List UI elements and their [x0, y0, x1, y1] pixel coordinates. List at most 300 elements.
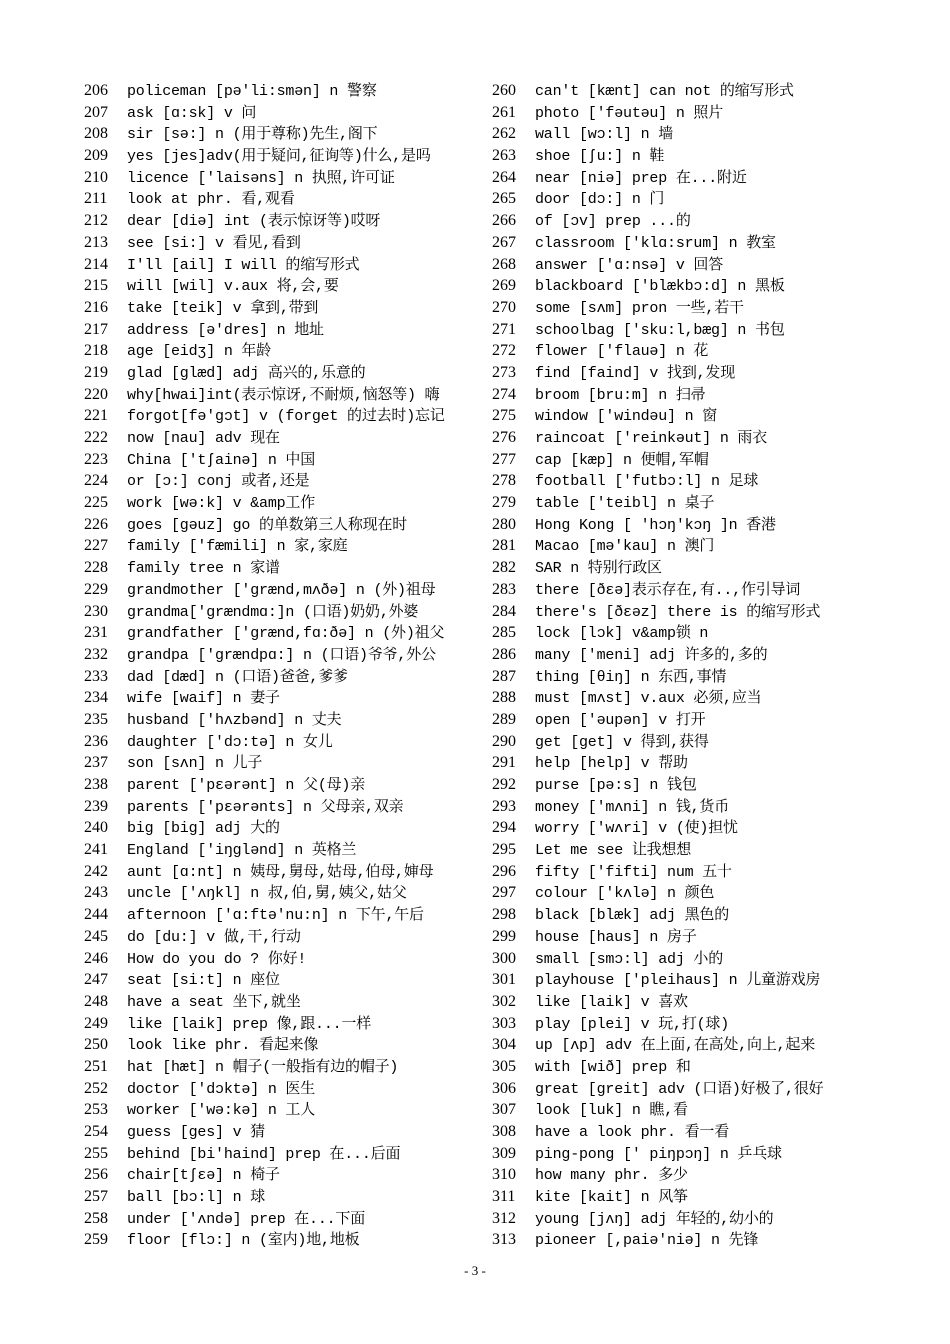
vocabulary-entry [492, 926, 912, 948]
entry-number: 235 [84, 710, 108, 728]
entry-text: seat [si:t] n 座位 [127, 972, 280, 990]
vocabulary-entry [84, 731, 484, 753]
vocabulary-entry [84, 535, 484, 557]
entry-number: 311 [492, 1188, 516, 1206]
entry-number: 239 [84, 797, 108, 815]
entry-number: 213 [84, 233, 108, 251]
vocabulary-entry [84, 1056, 484, 1078]
entry-text: like [laik] prep 像,跟...一样 [127, 1015, 372, 1033]
entry-number: 250 [84, 1036, 108, 1054]
entry-text: lock [lɔk] v&amp锁 n [535, 625, 709, 643]
entry-text: will [wil] v.aux 将,会,要 [127, 278, 339, 296]
vocabulary-entry [492, 102, 912, 124]
entry-text: broom [bru:m] n 扫帚 [535, 386, 706, 404]
entry-number: 269 [492, 277, 516, 295]
vocabulary-entry [492, 1229, 912, 1251]
entry-number: 244 [84, 906, 108, 924]
vocabulary-entry [84, 1099, 484, 1121]
vocabulary-entry [84, 145, 484, 167]
entry-text: daughter ['dɔ:tə] n 女儿 [127, 733, 333, 751]
entry-text: doctor ['dɔktə] n 医生 [127, 1080, 316, 1098]
entry-text: how many phr. 多少 [535, 1167, 688, 1185]
entry-text: football ['futbɔ:l] n 足球 [535, 473, 759, 491]
vocabulary-entry [84, 1034, 484, 1056]
vocabulary-entry [492, 427, 912, 449]
entry-text: grandmother ['grænd,mʌðə] n (外)祖母 [127, 581, 436, 599]
entry-number: 275 [492, 407, 516, 425]
vocabulary-entry [492, 167, 912, 189]
entry-text: worker ['wə:kə] n 工人 [127, 1102, 316, 1120]
vocabulary-entry [492, 752, 912, 774]
vocabulary-entry [492, 687, 912, 709]
entry-text: or [ɔ:] conj 或者,还是 [127, 473, 310, 491]
entry-text: now [nau] adv 现在 [127, 430, 280, 447]
vocabulary-entry [492, 601, 912, 623]
entry-number: 290 [492, 732, 516, 750]
entry-number: 293 [492, 797, 516, 815]
vocabulary-entry [84, 492, 484, 514]
entry-number: 310 [492, 1166, 516, 1184]
entry-number: 208 [84, 125, 108, 143]
vocabulary-entry [492, 362, 912, 384]
entry-number: 270 [492, 298, 516, 316]
entry-text: like [laik] v 喜欢 [535, 993, 688, 1011]
entry-text: find [faind] v 找到,发现 [535, 364, 736, 382]
vocabulary-entry [492, 514, 912, 536]
vocabulary-entry [84, 926, 484, 948]
vocabulary-entry [492, 254, 912, 276]
entry-number: 209 [84, 147, 108, 165]
vocabulary-entry [84, 362, 484, 384]
entry-number: 227 [84, 537, 108, 555]
entry-number: 286 [492, 645, 516, 663]
entry-text: classroom ['klɑ:srum] n 教室 [535, 234, 776, 252]
entry-text: of [ɔv] prep ...的 [535, 213, 691, 231]
entry-number: 294 [492, 819, 516, 837]
entry-text: take [teik] v 拿到,带到 [127, 299, 319, 317]
entry-text: Hong Kong [ 'hɔŋ'kɔŋ ]n 香港 [535, 516, 776, 534]
entry-text: hat [hæt] n 帽子(一般指有边的帽子) [127, 1058, 399, 1076]
vocabulary-entry [84, 80, 484, 102]
entry-number: 308 [492, 1123, 516, 1140]
entry-number: 256 [84, 1166, 108, 1184]
entry-text: open ['əupən] v 打开 [535, 711, 706, 729]
entry-text: yes [jes]adv(用于疑问,征询等)什么,是吗 [127, 148, 431, 166]
vocabulary-entry [84, 796, 484, 818]
entry-text: parent ['pεərənt] n 父(母)亲 [127, 777, 366, 794]
entry-number: 285 [492, 624, 516, 642]
entry-number: 246 [84, 949, 108, 967]
entry-number: 238 [84, 776, 108, 793]
vocabulary-entry [492, 622, 912, 644]
entry-text: Macao [mə'kau] n 澳门 [535, 538, 715, 556]
entry-text: great [greit] adv (口语)好极了,很好 [535, 1080, 824, 1098]
entry-text: photo ['fəutəu] n 照片 [535, 104, 724, 122]
entry-text: help [help] v 帮助 [535, 755, 688, 773]
vocabulary-entry [84, 102, 484, 124]
entry-number: 268 [492, 255, 516, 273]
entry-text: get [get] v 得到,获得 [535, 733, 709, 751]
entry-number: 216 [84, 298, 108, 316]
entry-text: must [mʌst] v.aux 必须,应当 [535, 690, 762, 708]
entry-number: 280 [492, 515, 516, 533]
entry-text: table ['teibl] n 桌子 [535, 495, 715, 513]
entry-text: have a look phr. 看一看 [535, 1124, 730, 1141]
entry-text: look like phr. 看起来像 [127, 1037, 319, 1055]
vocabulary-entry [84, 579, 484, 601]
vocabulary-entry [84, 1186, 484, 1208]
vocabulary-entry [84, 817, 484, 839]
vocabulary-entry [492, 210, 912, 232]
page-number: - 3 - [464, 1263, 486, 1278]
vocabulary-entry [492, 1121, 912, 1143]
entry-number: 289 [492, 710, 516, 728]
entry-text: look at phr. 看,观看 [127, 191, 295, 209]
vocabulary-entry [492, 297, 912, 319]
vocabulary-entry [492, 1034, 912, 1056]
entry-number: 220 [84, 385, 108, 403]
entry-text: there [ðεə]表示存在,有..,作引导词 [535, 581, 801, 599]
entry-number: 247 [84, 971, 108, 989]
entry-text: family ['fæmili] n 家,家庭 [127, 538, 348, 556]
entry-number: 237 [84, 754, 108, 772]
entry-text: playhouse ['pleihaus] n 儿童游戏房 [535, 972, 821, 990]
vocabulary-entry [492, 557, 912, 579]
vocabulary-entry [84, 232, 484, 254]
entry-number: 307 [492, 1101, 516, 1119]
vocabulary-entry [84, 210, 484, 232]
vocabulary-entry [84, 1164, 484, 1186]
entry-text: chair[tʃεə] n 椅子 [127, 1167, 280, 1185]
entry-number: 241 [84, 841, 108, 859]
entry-text: colour ['kʌlə] n 颜色 [535, 885, 715, 903]
entry-number: 281 [492, 537, 516, 555]
vocabulary-column-left [84, 80, 484, 1251]
entry-text: wife [waif] n 妻子 [127, 690, 280, 708]
entry-number: 224 [84, 472, 108, 490]
vocabulary-entry [492, 774, 912, 796]
entry-number: 212 [84, 212, 108, 230]
entry-number: 229 [84, 580, 108, 598]
vocabulary-entry [492, 904, 912, 926]
vocabulary-entry [492, 188, 912, 210]
entry-text: why[hwai]int(表示惊讶,不耐烦,恼怒等) 嗨 [127, 386, 440, 404]
entry-text: son [sʌn] n 儿子 [127, 755, 263, 773]
entry-number: 260 [492, 82, 516, 99]
entry-number: 231 [84, 624, 108, 642]
vocabulary-entry [84, 254, 484, 276]
entry-text: play [plei] v 玩,打(球) [535, 1015, 730, 1033]
vocabulary-entry [492, 492, 912, 514]
entry-number: 302 [492, 992, 516, 1010]
entry-number: 262 [492, 125, 516, 143]
entry-number: 271 [492, 320, 516, 338]
vocabulary-entry [492, 80, 912, 102]
entry-number: 304 [492, 1036, 516, 1054]
entry-number: 228 [84, 559, 108, 577]
entry-number: 284 [492, 602, 516, 620]
entry-number: 253 [84, 1101, 108, 1119]
entry-text: China ['tʃainə] n 中国 [127, 451, 316, 469]
vocabulary-entry [84, 384, 484, 406]
entry-number: 279 [492, 494, 516, 512]
entry-number: 267 [492, 233, 516, 251]
entry-text: husband ['hʌzbənd] n 丈夫 [127, 711, 342, 729]
entry-text: small [smɔ:l] adj 小的 [535, 950, 724, 968]
entry-text: schoolbag ['sku:l,bæg] n 书包 [535, 321, 785, 339]
vocabulary-entry [84, 123, 484, 145]
entry-number: 226 [84, 515, 108, 533]
entry-text: SAR n 特别行政区 [535, 560, 662, 578]
entry-number: 309 [492, 1144, 516, 1162]
entry-number: 222 [84, 429, 108, 446]
entry-number: 283 [492, 580, 516, 598]
entry-text: many ['meni] adj 许多的,多的 [535, 646, 768, 664]
entry-text: wall [wɔ:l] n 墙 [535, 126, 674, 144]
entry-text: with [wið] prep 和 [535, 1058, 691, 1076]
vocabulary-entry [84, 557, 484, 579]
vocabulary-entry [84, 969, 484, 991]
vocabulary-entry [84, 405, 484, 427]
vocabulary-entry [84, 427, 484, 449]
entry-number: 312 [492, 1209, 516, 1227]
entry-number: 243 [84, 884, 108, 902]
entry-number: 210 [84, 168, 108, 186]
vocabulary-entry [84, 297, 484, 319]
entry-text: parents ['pεərənts] n 父母亲,双亲 [127, 798, 404, 816]
entry-text: family tree n 家谱 [127, 560, 280, 578]
entry-number: 254 [84, 1123, 108, 1140]
entry-number: 214 [84, 255, 108, 273]
vocabulary-entry [492, 1099, 912, 1121]
vocabulary-entry [492, 340, 912, 362]
entry-number: 240 [84, 819, 108, 837]
entry-text: thing [θiŋ] n 东西,事情 [535, 668, 727, 686]
vocabulary-entry [84, 319, 484, 341]
vocabulary-entry [492, 1164, 912, 1186]
vocabulary-entry [492, 384, 912, 406]
entry-text: afternoon ['ɑ:ftə'nu:n] n 下午,午后 [127, 907, 424, 925]
entry-text: pioneer [,paiə'niə] n 先锋 [535, 1232, 759, 1250]
entry-text: house [haus] n 房子 [535, 928, 697, 946]
entry-text: aunt [ɑ:nt] n 姨母,舅母,姑母,伯母,婶母 [127, 863, 434, 881]
entry-number: 230 [84, 602, 108, 620]
vocabulary-entry [84, 991, 484, 1013]
vocabulary-entry [84, 470, 484, 492]
entry-text: young [jʌŋ] adj 年轻的,幼小的 [535, 1210, 774, 1228]
entry-number: 282 [492, 559, 516, 577]
vocabulary-entry [492, 969, 912, 991]
entry-number: 300 [492, 949, 516, 967]
entry-text: flower ['flauə] n 花 [535, 343, 709, 361]
entry-number: 291 [492, 754, 516, 772]
entry-number: 221 [84, 407, 108, 425]
vocabulary-entry [492, 1186, 912, 1208]
entry-number: 251 [84, 1057, 108, 1075]
entry-number: 299 [492, 927, 516, 945]
entry-number: 233 [84, 667, 108, 685]
entry-text: purse [pə:s] n 钱包 [535, 777, 697, 794]
vocabulary-entry [492, 232, 912, 254]
vocabulary-entry [492, 839, 912, 861]
vocabulary-entry [492, 449, 912, 471]
entry-number: 305 [492, 1057, 516, 1075]
vocabulary-entry [492, 666, 912, 688]
entry-number: 218 [84, 342, 108, 360]
entry-text: see [si:] v 看见,看到 [127, 234, 301, 252]
entry-text: Let me see 让我想想 [535, 842, 692, 860]
vocabulary-entry [492, 861, 912, 883]
entry-number: 257 [84, 1188, 108, 1206]
entry-text: ping-pong [' piŋpɔŋ] n 乒乓球 [535, 1145, 782, 1163]
entry-number: 225 [84, 494, 108, 512]
vocabulary-entry [84, 948, 484, 970]
entry-text: ball [bɔ:l] n 球 [127, 1189, 266, 1207]
vocabulary-entry [492, 731, 912, 753]
vocabulary-entry [84, 449, 484, 471]
vocabulary-entry [84, 275, 484, 297]
vocabulary-entry [84, 622, 484, 644]
vocabulary-entry [84, 644, 484, 666]
entry-number: 261 [492, 103, 516, 121]
entry-text: grandfather ['grænd,fɑ:ðə] n (外)祖父 [127, 625, 445, 643]
entry-number: 207 [84, 103, 108, 121]
entry-number: 295 [492, 841, 516, 859]
vocabulary-entry [84, 709, 484, 731]
entry-number: 234 [84, 689, 108, 707]
entry-text: cap [kæp] n 便帽,军帽 [535, 451, 709, 469]
entry-number: 296 [492, 862, 516, 880]
entry-number: 249 [84, 1014, 108, 1032]
entry-text: do [du:] v 做,干,行动 [127, 928, 301, 946]
vocabulary-entry [84, 904, 484, 926]
vocabulary-entry [492, 1078, 912, 1100]
vocabulary-entry [492, 319, 912, 341]
vocabulary-entry [492, 1056, 912, 1078]
entry-number: 223 [84, 450, 108, 468]
vocabulary-entry [492, 123, 912, 145]
entry-number: 273 [492, 363, 516, 381]
entry-text: address [ə'dres] n 地址 [127, 321, 324, 339]
entry-text: up [ʌp] adv 在上面,在高处,向上,起来 [535, 1037, 816, 1055]
entry-number: 274 [492, 385, 516, 403]
entry-text: near [niə] prep 在...附近 [535, 169, 747, 187]
entry-number: 215 [84, 277, 108, 295]
entry-number: 258 [84, 1209, 108, 1227]
vocabulary-entry [84, 774, 484, 796]
vocabulary-entry [492, 145, 912, 167]
vocabulary-entry [84, 882, 484, 904]
entry-text: some [sʌm] pron 一些,若干 [535, 299, 744, 317]
vocabulary-entry [492, 991, 912, 1013]
entry-number: 232 [84, 645, 108, 663]
entry-text: shoe [ʃu:] n 鞋 [535, 148, 665, 166]
vocabulary-entry [492, 709, 912, 731]
entry-text: I'll [ail] I will 的缩写形式 [127, 256, 360, 274]
vocabulary-entry [492, 882, 912, 904]
vocabulary-entry [492, 579, 912, 601]
vocabulary-entry [492, 275, 912, 297]
entry-number: 248 [84, 992, 108, 1010]
vocabulary-entry [84, 687, 484, 709]
vocabulary-entry [84, 752, 484, 774]
entry-text: raincoat ['reinkəut] n 雨衣 [535, 430, 768, 447]
entry-number: 242 [84, 862, 108, 880]
vocabulary-entry [84, 1121, 484, 1143]
vocabulary-entry [84, 514, 484, 536]
entry-number: 272 [492, 342, 516, 360]
vocabulary-entry [492, 1013, 912, 1035]
entry-text: blackboard ['blækbɔ:d] n 黑板 [535, 278, 785, 296]
entry-number: 276 [492, 429, 516, 446]
entry-number: 211 [84, 190, 108, 208]
entry-text: forgot[fə'gɔt] v (forget 的过去时)忘记 [127, 408, 445, 426]
entry-number: 287 [492, 667, 516, 685]
entry-text: door [dɔ:] n 门 [535, 191, 665, 209]
vocabulary-entry [84, 601, 484, 623]
entry-number: 266 [492, 212, 516, 230]
vocabulary-entry [84, 839, 484, 861]
vocabulary-entry [84, 1013, 484, 1035]
entry-text: uncle ['ʌŋkl] n 叔,伯,舅,姨父,姑父 [127, 885, 407, 903]
entry-number: 313 [492, 1231, 516, 1249]
entry-number: 265 [492, 190, 516, 208]
entry-number: 301 [492, 971, 516, 989]
entry-number: 277 [492, 450, 516, 468]
entry-number: 292 [492, 776, 516, 793]
entry-text: kite [kait] n 风筝 [535, 1189, 688, 1207]
vocabulary-entry [84, 167, 484, 189]
entry-text: there's [ðεəz] there is 的缩写形式 [535, 603, 821, 621]
vocabulary-entry [492, 1143, 912, 1165]
entry-number: 259 [84, 1231, 108, 1249]
entry-text: under ['ʌndə] prep 在...下面 [127, 1210, 366, 1228]
vocabulary-entry [84, 1208, 484, 1230]
vocabulary-entry [492, 796, 912, 818]
entry-text: England ['iŋglənd] n 英格兰 [127, 842, 357, 860]
vocabulary-entry [84, 188, 484, 210]
vocabulary-entry [492, 948, 912, 970]
entry-text: policeman [pə'li:smən] n 警察 [127, 83, 377, 100]
entry-number: 303 [492, 1014, 516, 1032]
entry-number: 219 [84, 363, 108, 381]
entry-number: 236 [84, 732, 108, 750]
entry-number: 288 [492, 689, 516, 707]
entry-text: dad [dæd] n (口语)爸爸,爹爹 [127, 668, 348, 686]
vocabulary-entry [492, 644, 912, 666]
entry-text: goes [gəuz] go 的单数第三人称现在时 [127, 516, 408, 534]
entry-text: work [wə:k] v &amp工作 [127, 495, 316, 513]
entry-text: grandpa ['grændpɑ:] n (口语)爷爷,外公 [127, 646, 436, 664]
vocabulary-entry [84, 666, 484, 688]
entry-text: ask [ɑ:sk] v 问 [127, 104, 257, 122]
entry-number: 217 [84, 320, 108, 338]
vocabulary-entry [492, 817, 912, 839]
vocabulary-entry [492, 405, 912, 427]
entry-number: 306 [492, 1079, 516, 1097]
entry-text: fifty ['fifti] num 五十 [535, 863, 732, 881]
vocabulary-entry [84, 1143, 484, 1165]
entry-number: 245 [84, 927, 108, 945]
entry-number: 206 [84, 82, 108, 99]
entry-text: window ['windəu] n 窗 [535, 408, 718, 426]
entry-text: answer ['ɑ:nsə] v 回答 [535, 256, 724, 274]
entry-text: licence ['laisəns] n 执照,许可证 [127, 169, 395, 187]
entry-text: floor [flɔ:] n (室内)地,地板 [127, 1232, 360, 1250]
entry-text: How do you do ? 你好! [127, 950, 307, 968]
entry-text: worry ['wʌri] v (使)担忧 [535, 820, 738, 838]
entry-number: 278 [492, 472, 516, 490]
